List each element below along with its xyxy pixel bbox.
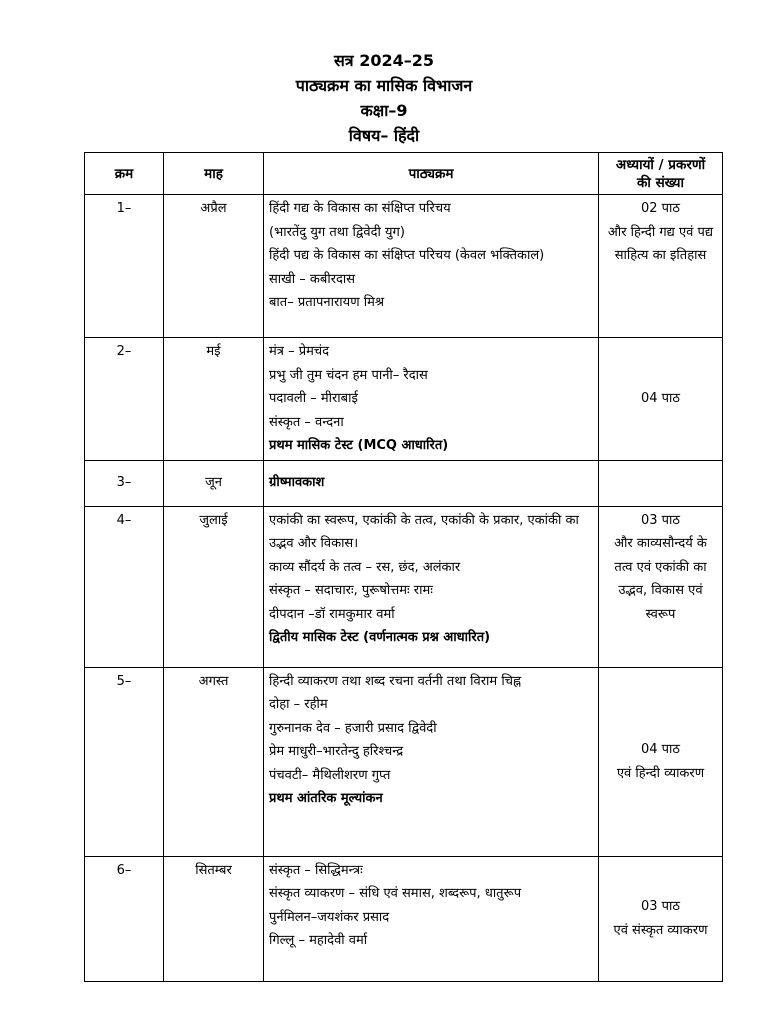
row-count	[599, 667, 723, 856]
header-count-line2: की संख्या	[637, 174, 684, 191]
subject-line: विषय– हिंदी	[348, 126, 420, 145]
header-count	[599, 153, 723, 195]
row-content	[264, 460, 599, 506]
summer-vacation-label: ग्रीष्मावकाश	[269, 475, 325, 491]
row-content	[264, 506, 599, 667]
content-line: पुर्नमिलन–जयशंकर प्रसाद	[269, 909, 390, 925]
table-row	[85, 667, 723, 856]
syllabus-table	[84, 152, 723, 982]
row-number: 6–	[85, 856, 164, 981]
content-line: मंत्र – प्रेमचंद	[269, 344, 330, 359]
document-title: पाठ्यक्रम का मासिक विभाजन	[295, 76, 473, 95]
row-month: अप्रैल	[164, 195, 264, 338]
monthly-test-label: प्रथम मासिक टेस्ट (MCQ आधारित)	[269, 438, 449, 453]
class-line: कक्षा–9	[360, 101, 408, 120]
content-line: गुरुनानक देव – हजारी प्रसाद द्विवेदी	[269, 720, 437, 736]
row-content	[264, 856, 599, 981]
content-line: हिन्दी व्याकरण तथा शब्द रचना वर्तनी तथा विराम चिह्न	[269, 673, 522, 689]
count-primary: 03 पाठ	[641, 512, 680, 528]
row-count	[599, 460, 723, 506]
row-count	[599, 195, 723, 338]
content-line: संस्कृत व्याकरण – संधि एवं समास, शब्दरूप, धातुरूप	[269, 886, 522, 901]
table-row	[85, 460, 723, 506]
content-line: दीपदान –डॉ रामकुमार वर्मा	[269, 606, 395, 622]
count-primary: 04 पाठ	[641, 742, 680, 757]
table-header-row	[85, 153, 723, 195]
monthly-test-label: द्वितीय मासिक टेस्ट (वर्णनात्मक प्रश्न आधारित)	[269, 630, 491, 645]
row-month: जून	[164, 460, 264, 506]
count-primary: 02 पाठ	[641, 201, 680, 216]
content-line: बात– प्रतापनारायण मिश्र	[269, 295, 385, 310]
row-content	[264, 195, 599, 338]
content-line: पदावली – मीराबाई	[269, 391, 358, 406]
content-line: संस्कृत – वन्दना	[269, 414, 344, 430]
content-line: हिंदी पद्य के विकास का संक्षिप्त परिचय (केवल भक्तिकाल)	[269, 248, 545, 263]
count-primary: 04 पाठ	[641, 391, 680, 406]
count-secondary: और काव्यसौन्दर्य के तत्व एवं एकांकी का उद्भव, विकास एवं स्वरूप	[614, 536, 707, 622]
table-row	[85, 856, 723, 981]
content-line: पंचवटी– मैथिलीशरण गुप्त	[269, 767, 391, 783]
table-row	[85, 195, 723, 338]
content-line: एकांकी का स्वरूप, एकांकी के तत्व, एकांकी के प्रकार, एकांकी का उद्भव और विकास।	[269, 512, 579, 551]
header-syllabus: पाठ्यक्रम	[264, 153, 599, 195]
row-count	[599, 338, 723, 461]
row-number: 5–	[85, 667, 164, 856]
row-month: मई	[164, 338, 264, 461]
header-count-line1: अध्यायों / प्रकरणों	[615, 156, 706, 173]
row-month: जुलाई	[164, 506, 264, 667]
content-line: दोहा – रहीम	[269, 697, 328, 712]
count-secondary: और हिन्दी गद्य एवं पद्य साहित्य का इतिहास	[607, 224, 714, 263]
content-line: प्रेम माधुरी–भारतेन्दु हरिश्चन्द्र	[269, 744, 404, 759]
table-row	[85, 506, 723, 667]
content-line: संस्कृत – सदाचारः, पुरूषोत्तमः रामः	[269, 583, 433, 598]
row-number: 1–	[85, 195, 164, 338]
row-count	[599, 856, 723, 981]
document-header	[0, 48, 768, 148]
header-serial: क्रम	[85, 153, 164, 195]
content-line: साखी – कबीरदास	[269, 271, 356, 287]
count-primary: 03 पाठ	[641, 899, 680, 914]
row-number: 4–	[85, 506, 164, 667]
row-number: 2–	[85, 338, 164, 461]
count-secondary: एवं हिन्दी व्याकरण	[616, 765, 705, 781]
content-line: संस्कृत – सिद्धिमन्त्रः	[269, 862, 363, 878]
internal-assessment-label: प्रथम आंतरिक मूल्यांकन	[269, 791, 383, 806]
count-secondary: एवं संस्कृत व्याकरण	[613, 922, 708, 938]
row-month: अगस्त	[164, 667, 264, 856]
content-line: प्रभु जी तुम चंदन हम पानी– रैदास	[269, 367, 428, 383]
content-line: काव्य सौंदर्य के तत्व – रस, छंद, अलंकार	[269, 559, 461, 575]
row-content	[264, 667, 599, 856]
session-line: सत्र 2024–25	[333, 51, 434, 70]
row-number: 3–	[85, 460, 164, 506]
content-line: गिल्लू – महादेवी वर्मा	[269, 933, 368, 948]
row-count	[599, 506, 723, 667]
row-month: सितम्बर	[164, 856, 264, 981]
content-line: हिंदी गद्य के विकास का संक्षिप्त परिचय	[269, 201, 451, 216]
row-content	[264, 338, 599, 461]
content-line: (भारतेंदु युग तथा द्विवेदी युग)	[269, 224, 405, 240]
table-row	[85, 338, 723, 461]
header-month: माह	[164, 153, 264, 195]
